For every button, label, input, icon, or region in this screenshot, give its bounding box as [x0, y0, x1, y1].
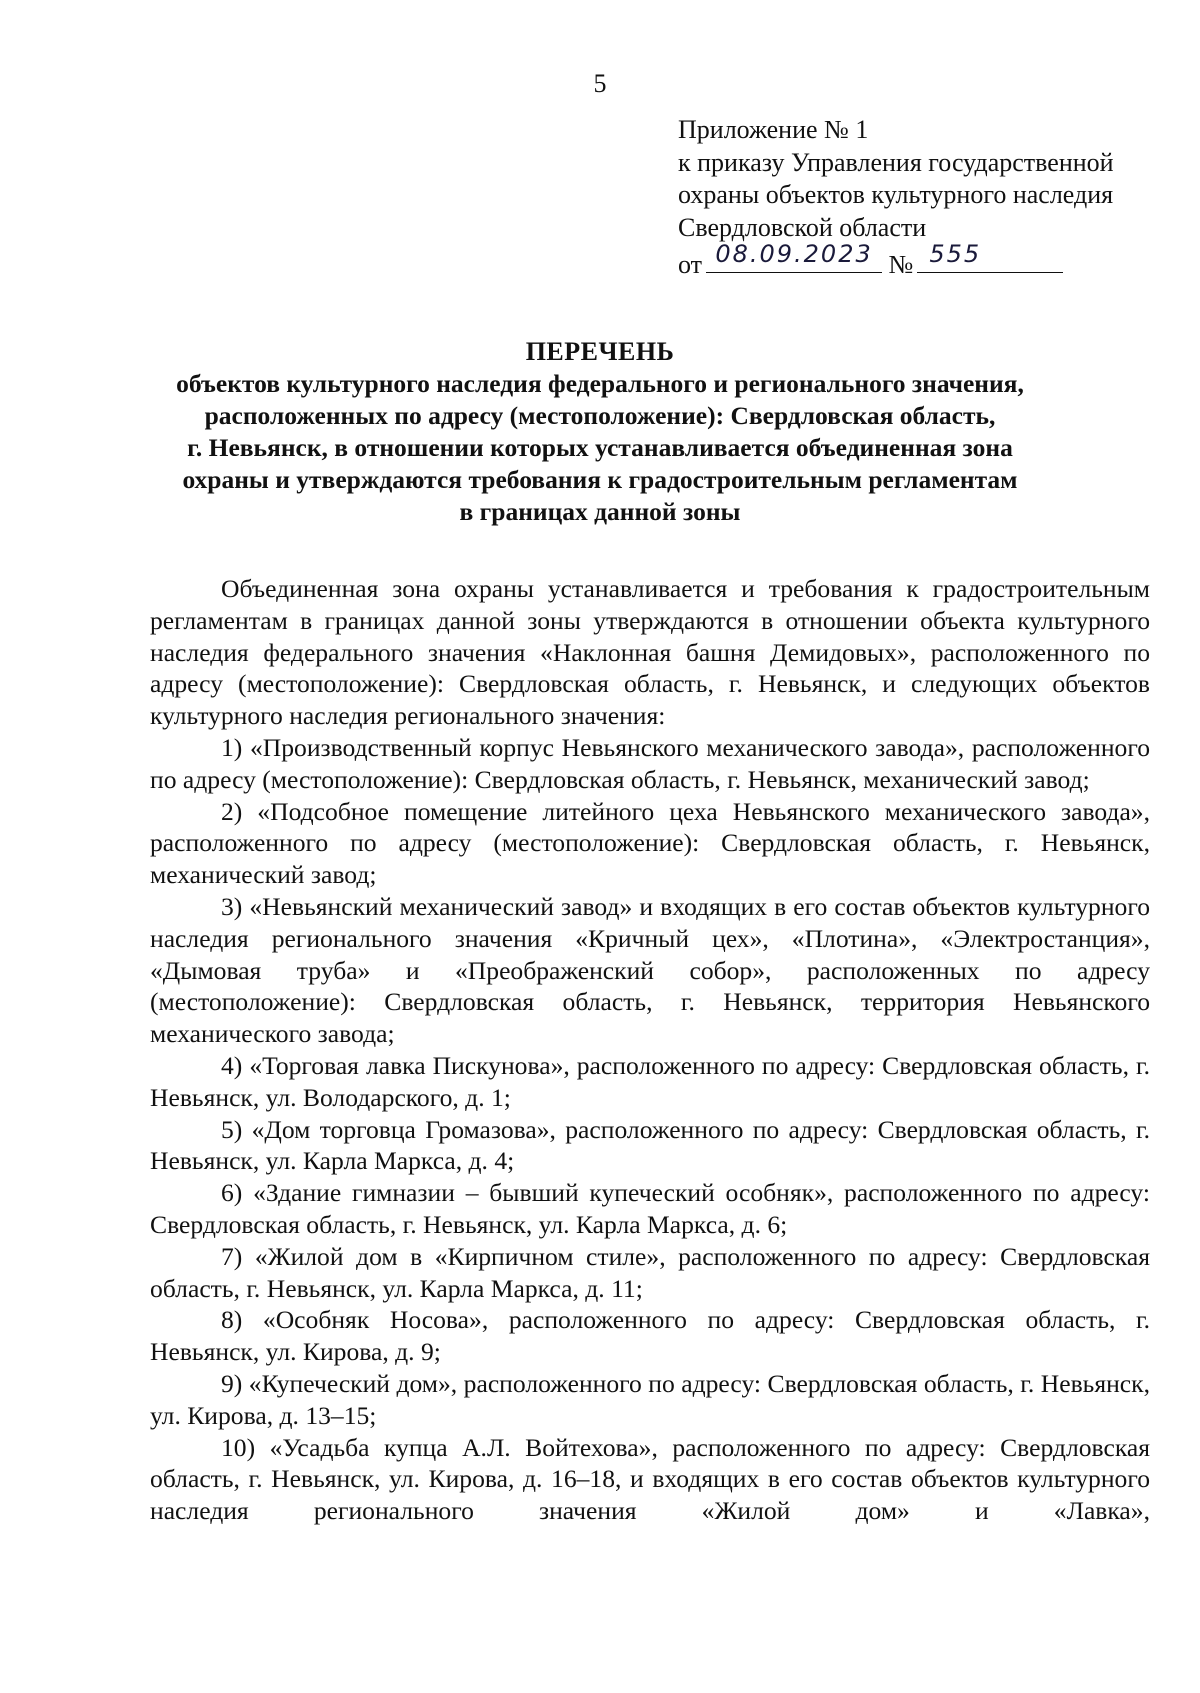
appendix-line: к приказу Управления государственной: [678, 147, 1114, 177]
appendix-block: [678, 114, 1158, 282]
order-date-number-line: [678, 239, 1158, 282]
intro-paragraph: Объединенная зона охраны устанавливается и требования к градостроительным регламентам в границах данной зоны утверждаются в отношении объекта культурного наследия федерального значения «Наклонная башня Демидовых», расположенного по адресу (местоположение): Свердловская область, г. Невьянск, и следующих объектов культурного наследия регионального значения:: [150, 574, 1150, 731]
title-line: объектов культурного наследия федерального и регионального значения,: [176, 369, 1024, 398]
appendix-line: Свердловской области: [678, 212, 927, 242]
list-item: 7) «Жилой дом в «Кирпичном стиле», расположенного по адресу: Свердловская область, г. Невьянск, ул. Карла Маркса, д. 11;: [150, 1241, 1150, 1303]
from-label: от: [678, 250, 703, 279]
list-item: 10) «Усадьба купца А.Л. Войтехова», расположенного по адресу: Свердловская область, г. Невьянск, ул. Кирова, д. 16–18, и входящих в его состав объектов культурного наследия регионального значения «Жилой дом» и «Лавка»,: [150, 1432, 1150, 1526]
list-item: 1) «Производственный корпус Невьянского механического завода», расположенного по адресу (местоположение): Свердловская область, г. Невьянск, механический завод;: [150, 732, 1150, 794]
list-item: 3) «Невьянский механический завод» и входящих в его состав объектов культурного наследия регионального значения «Кричный цех», «Плотина», «Электростанция», «Дымовая труба» и «Преображенский собор», расположенных по адресу (местоположение): Свердловская область, г. Невьянск, территория Невьянского механического завода;: [150, 891, 1150, 1049]
number-label: №: [888, 250, 914, 279]
title-line: охраны и утверждаются требования к градостроительным регламентам: [182, 465, 1018, 494]
list-item: 9) «Купеческий дом», расположенного по адресу: Свердловская область, г. Невьянск, ул. Кирова, д. 13–15;: [150, 1368, 1150, 1430]
title-line: в границах данной зоны: [459, 497, 741, 526]
title-line: г. Невьянск, в отношении которых устанавливается объединенная зона: [187, 433, 1013, 462]
document-title: [120, 336, 1080, 528]
title-heading: ПЕРЕЧЕНЬ: [525, 337, 675, 366]
appendix-title: Приложение № 1: [678, 115, 869, 144]
list-item: 6) «Здание гимназии – бывший купеческий особняк», расположенного по адресу: Свердловская область, г. Невьянск, ул. Карла Маркса, д. 6;: [150, 1178, 1150, 1239]
list-item: 2) «Подсобное помещение литейного цеха Невьянского механического завода», расположенного по адресу (местоположение): Свердловская область, г. Невьянск, механический завод;: [150, 796, 1150, 890]
title-line: расположенных по адресу (местоположение): Свердловская область,: [204, 401, 996, 430]
document-body: [150, 573, 1150, 1527]
appendix-line: охраны объектов культурного наследия: [678, 180, 1114, 209]
handwritten-date: 08.09.2023: [715, 239, 873, 268]
list-item: 5) «Дом торговца Громазова», расположенного по адресу: Свердловская область, г. Невьянск, ул. Карла Маркса, д. 4;: [150, 1114, 1150, 1176]
order-number-field: [917, 239, 1063, 273]
list-item: 8) «Особняк Носова», расположенного по адресу: Свердловская область, г. Невьянск, ул. Кирова, д. 9;: [150, 1305, 1150, 1367]
list-item: 4) «Торговая лавка Пискунова», расположенного по адресу: Свердловская область, г. Невьянск, ул. Володарского, д. 1;: [150, 1050, 1150, 1112]
handwritten-number: 555: [929, 239, 982, 268]
page-number: 5: [593, 69, 607, 98]
order-date-field: [706, 239, 882, 273]
